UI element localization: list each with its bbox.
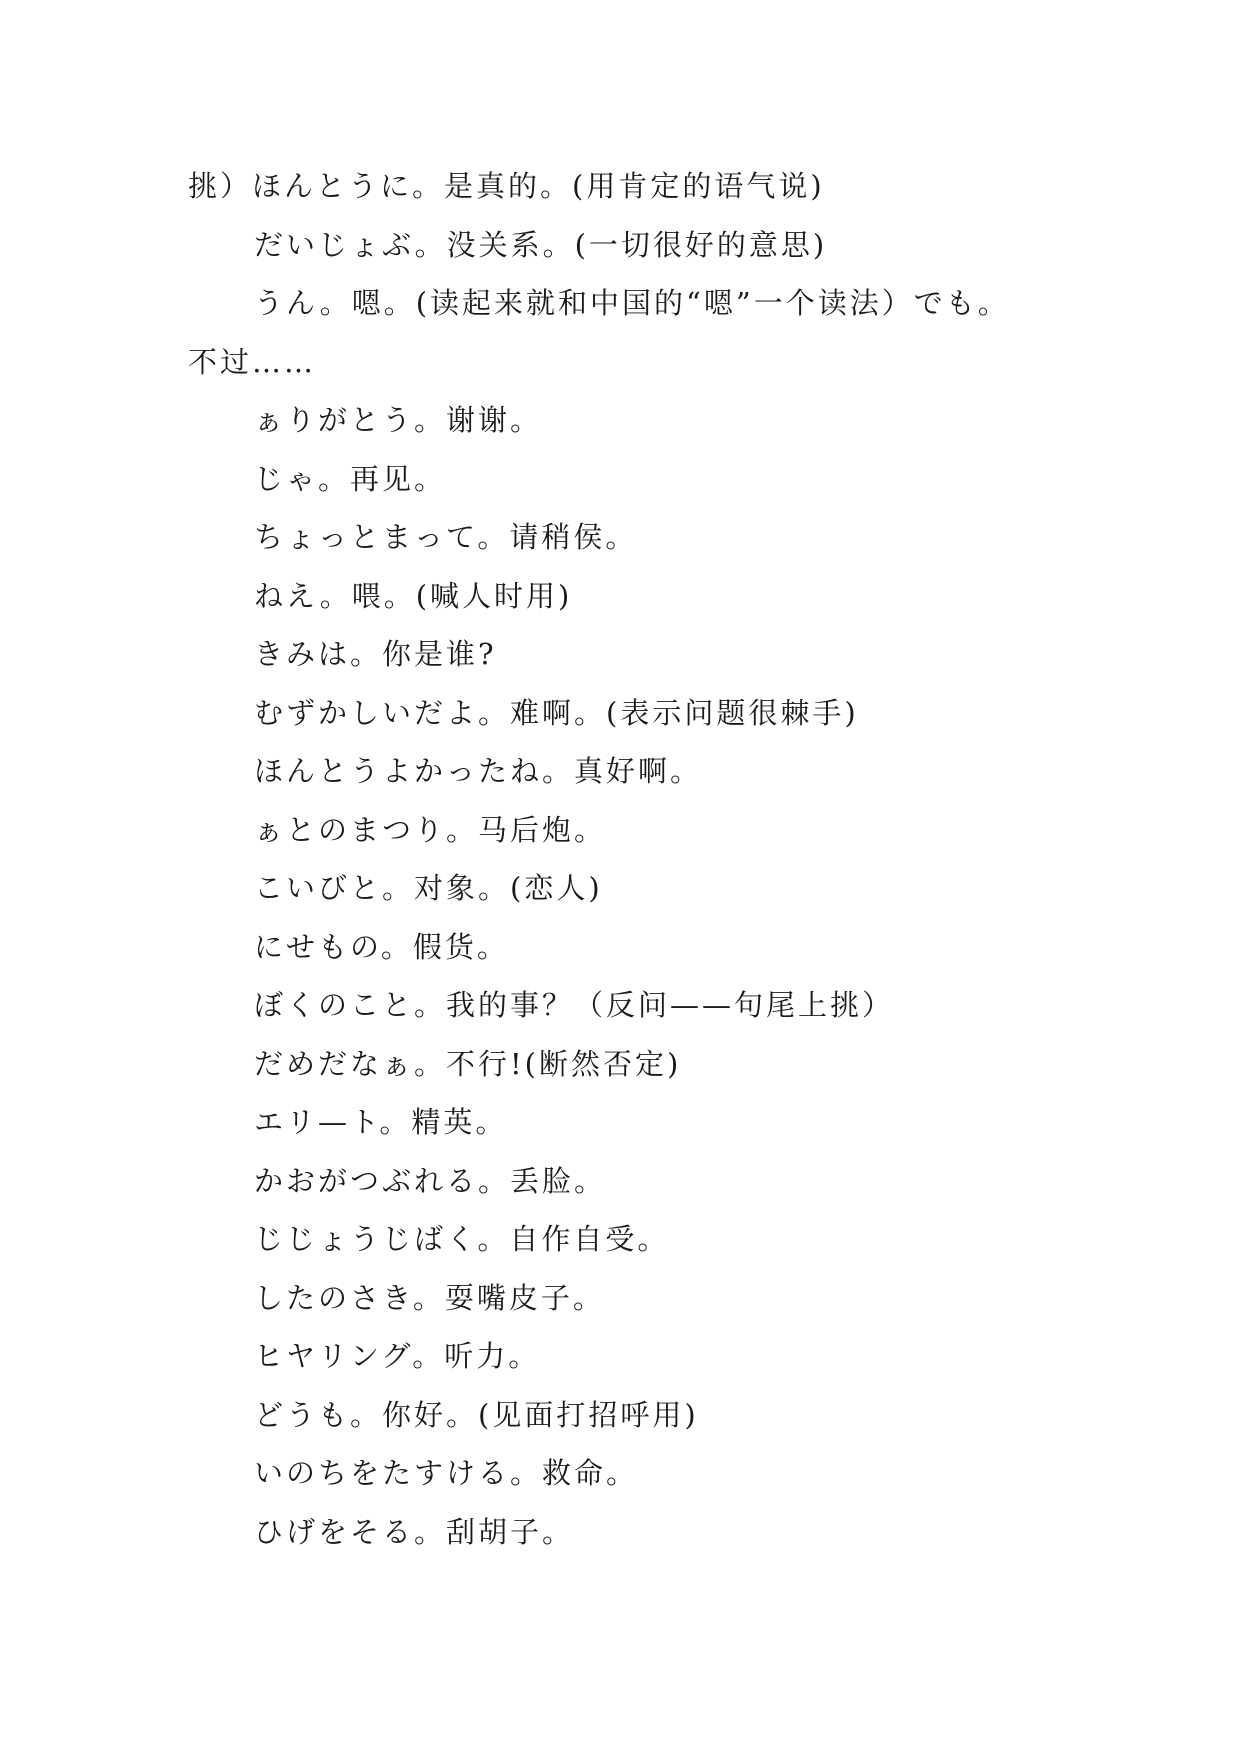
text-line: にせもの。假货。 — [254, 929, 509, 964]
text-line: ぁとのまつり。马后炮。 — [254, 812, 607, 847]
text-line: いのちをたすける。救命。 — [254, 1456, 639, 1490]
text-line: ぼくのこと。我的事？（反问——句尾上挑） — [254, 988, 895, 1022]
text-line: こいびと。对象。(恋人) — [254, 871, 603, 905]
text-line: うん。嗯。(读起来就和中国的“嗯”一个读法）でも。 — [254, 286, 1010, 320]
document-body — [188, 157, 1088, 1561]
text-line: ほんとうよかったね。真好啊。 — [254, 754, 703, 788]
text-line: ひげをそる。刮胡子。 — [254, 1514, 575, 1549]
text-line: だめだなぁ。不行!(断然否定) — [254, 1046, 682, 1081]
text-line: 不过…… — [188, 344, 317, 379]
text-line: だいじょぶ。没关系。(一切很好的意思) — [254, 227, 828, 262]
text-line: ヒヤリング。听力。 — [254, 1339, 541, 1373]
text-line: じゃ。再见。 — [254, 461, 447, 496]
text-line: ぁりがとう。谢谢。 — [254, 403, 543, 437]
text-line: きみは。你是谁? — [254, 637, 497, 671]
text-line: かおがつぶれる。丢脸。 — [254, 1163, 607, 1198]
text-line: どうも。你好。(见面打招呼用) — [254, 1397, 699, 1432]
text-line: ちょっとまって。请稍侯。 — [254, 520, 638, 554]
text-line: じじょうじばく。自作自受。 — [254, 1222, 670, 1256]
text-line: ねえ。喂。(喊人时用) — [254, 578, 573, 613]
text-line: むずかしいだよ。难啊。(表示问题很棘手) — [254, 695, 859, 730]
text-line: 挑）ほんとうに。是真的。(用肯定的语气说) — [188, 169, 825, 203]
text-line: エリ—ト。精英。 — [254, 1105, 508, 1139]
text-line: したのさき。耍嘴皮子。 — [254, 1280, 605, 1315]
